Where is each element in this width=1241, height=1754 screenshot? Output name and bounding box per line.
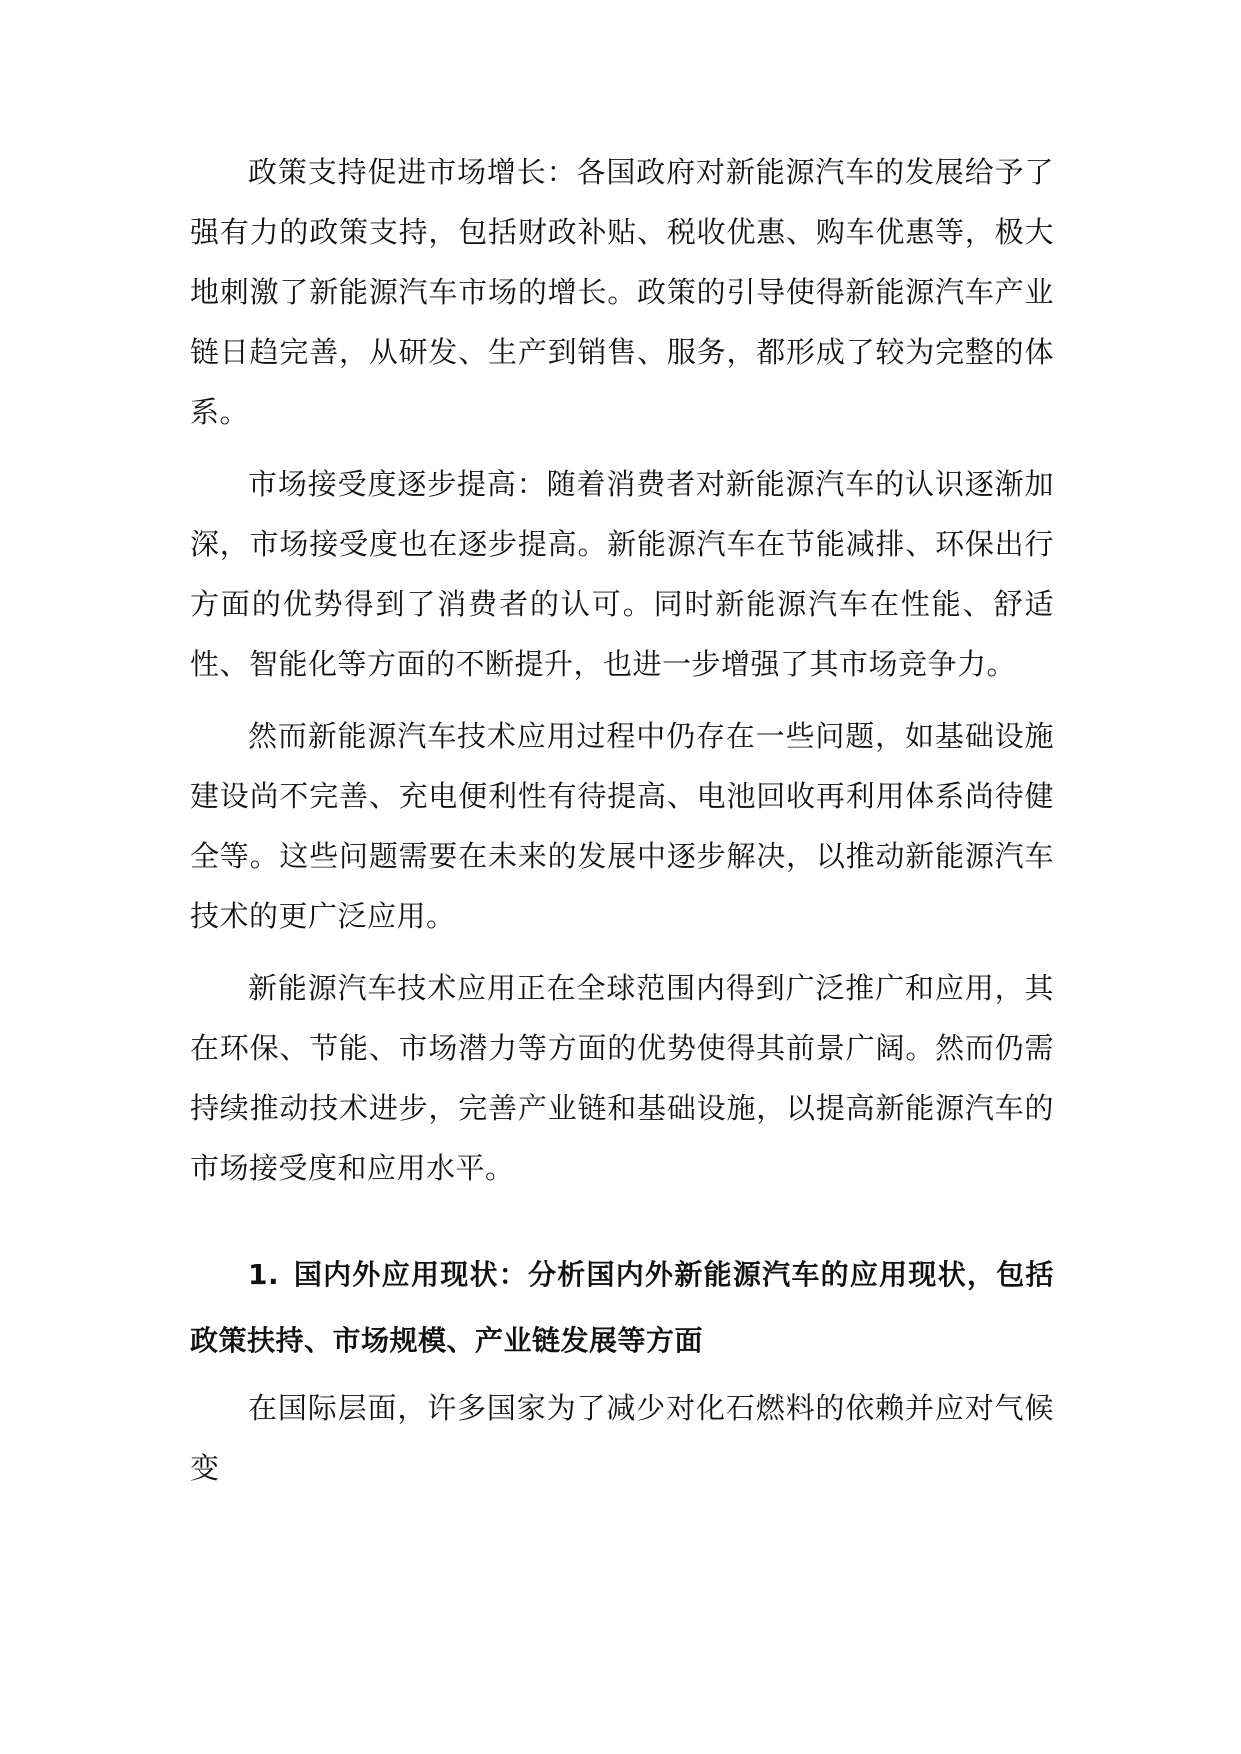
section-heading-text: 国内外应用现状：分析国内外新能源汽车的应用现状，包括政策扶持、市场规模、产业链发展等方面 <box>190 1258 1054 1357</box>
section-heading <box>190 1242 1054 1374</box>
paragraph-policy-support: 政策支持促进市场增长：各国政府对新能源汽车的发展给予了强有力的政策支持，包括财政补贴、税收优惠、购车优惠等，极大地刺激了新能源汽车市场的增长。政策的引导使得新能源汽车产业链日趋完善，从研发、生产到销售、服务，都形成了较为完整的体系。 <box>190 155 1054 429</box>
section-heading-number: 1. <box>248 1258 280 1291</box>
paragraph-summary: 新能源汽车技术应用正在全球范围内得到广泛推广和应用，其在环保、节能、市场潜力等方面的优势使得其前景广阔。然而仍需持续推动技术进步，完善产业链和基础设施，以提高新能源汽车的市场接受度和应用水平。 <box>190 971 1054 1185</box>
paragraph-existing-problems: 然而新能源汽车技术应用过程中仍存在一些问题，如基础设施建设尚不完善、充电便利性有待提高、电池回收再利用体系尚待健全等。这些问题需要在未来的发展中逐步解决，以推动新能源汽车技术的更广泛应用。 <box>190 719 1054 933</box>
paragraph-international-level: 在国际层面，许多国家为了减少对化石燃料的依赖并应对气候变 <box>190 1391 1054 1485</box>
paragraph-market-acceptance: 市场接受度逐步提高：随着消费者对新能源汽车的认识逐渐加深，市场接受度也在逐步提高。新能源汽车在节能减排、环保出行方面的优势得到了消费者的认可。同时新能源汽车在性能、舒适性、智能化等方面的不断提升，也进一步增强了其市场竞争力。 <box>190 467 1054 681</box>
document-page <box>190 142 1054 1498</box>
